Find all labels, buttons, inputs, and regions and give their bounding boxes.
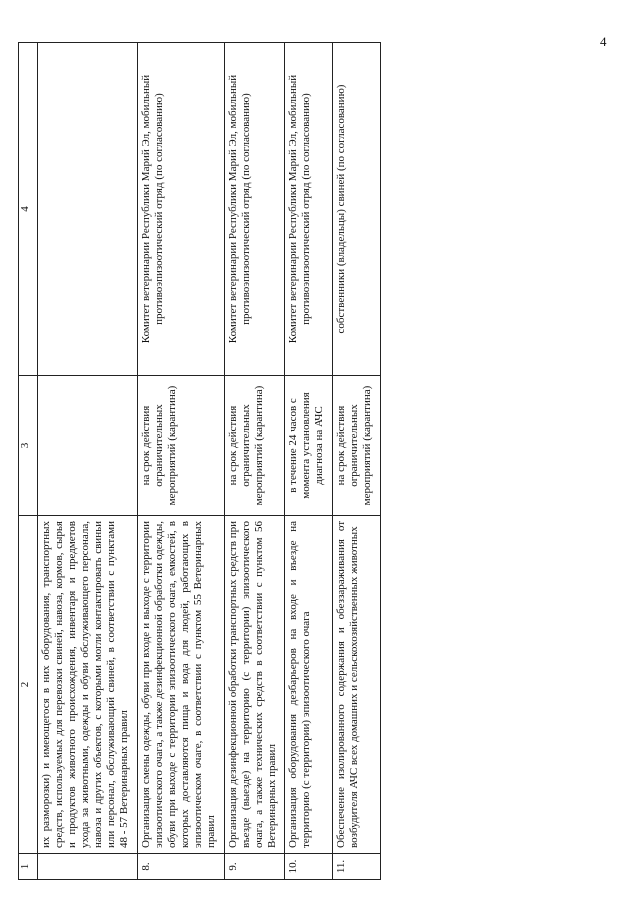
header-col-2: 2 (19, 516, 38, 854)
table-row (333, 43, 381, 880)
row-term: на срок действия ограничительных мероприятий (карантина) (224, 376, 285, 516)
table-row (285, 43, 333, 880)
row-measure: Организация дезинфекционной обработки транспортных средств при въезде (выезде) на территорию (с территории) эпизоотического очага, а также технических средств в соответствии с пунктом 56 Ветеринарных правил (224, 516, 285, 854)
row-term: на срок действия ограничительных мероприятий (карантина) (137, 376, 224, 516)
row-number: 10. (285, 854, 333, 880)
header-col-3: 3 (19, 376, 38, 516)
table-row (224, 43, 285, 880)
row-responsible: Комитет ветеринарии Республики Марий Эл, мобильный противоэпизоотический отряд (по согласованию) (137, 43, 224, 376)
header-col-1: 1 (19, 854, 38, 880)
page-number: 4 (600, 34, 607, 49)
row-number: 11. (333, 854, 381, 880)
table-row (38, 43, 138, 880)
row-responsible: Комитет ветеринарии Республики Марий Эл, мобильный противоэпизоотический отряд (по согласованию) (285, 43, 333, 376)
measures-table (18, 42, 381, 880)
table-row (137, 43, 224, 880)
row-term: в течение 24 часов с момента установления диагноза на АЧС (285, 376, 333, 516)
table-header-row (19, 43, 38, 880)
row-number: 8. (137, 854, 224, 880)
rotated-table-container (18, 42, 618, 880)
row-number (38, 854, 138, 880)
row-responsible (38, 43, 138, 376)
row-term: на срок действия ограничительных мероприятий (карантина) (333, 376, 381, 516)
row-measure: Организация оборудования дезбарьеров на входе и въезде на территорию (с территории) эпизоотического очага (285, 516, 333, 854)
row-measure: их разморозки) и имеющегося в них оборудования, транспортных средств, используемых для перевозки свиней, навоза, кормов, сырья и продуктов животного происхождения, инвентаря и предметов ухода за животными, одежды и обуви обслуживающего персонала, навоза и других объектов, с которыми могли контактировать свиньи или персонал, обслуживающий свиней, в соответствии с пунктами 48 - 57 Ветеринарных правил (38, 516, 138, 854)
row-responsible: собственники (владельцы) свиней (по согласованию) (333, 43, 381, 376)
header-col-4: 4 (19, 43, 38, 376)
row-measure: Организация смены одежды, обуви при входе и выходе с территории эпизоотического очага, а также дезинфекционной обработки одежды, обуви при выходе с территории эпизоотического очага, емкостей, в которых доставляются пища и вода для людей, работающих в эпизоотическом очаге, в соответствии с пунктом 55 Ветеринарных правил (137, 516, 224, 854)
row-measure: Обеспечение изолированного содержания и обеззараживания от возбудителя АЧС всех домашних и сельскохозяйственных животных (333, 516, 381, 854)
row-term (38, 376, 138, 516)
row-responsible: Комитет ветеринарии Республики Марий Эл, мобильный противоэпизоотический отряд (по согласованию) (224, 43, 285, 376)
row-number: 9. (224, 854, 285, 880)
